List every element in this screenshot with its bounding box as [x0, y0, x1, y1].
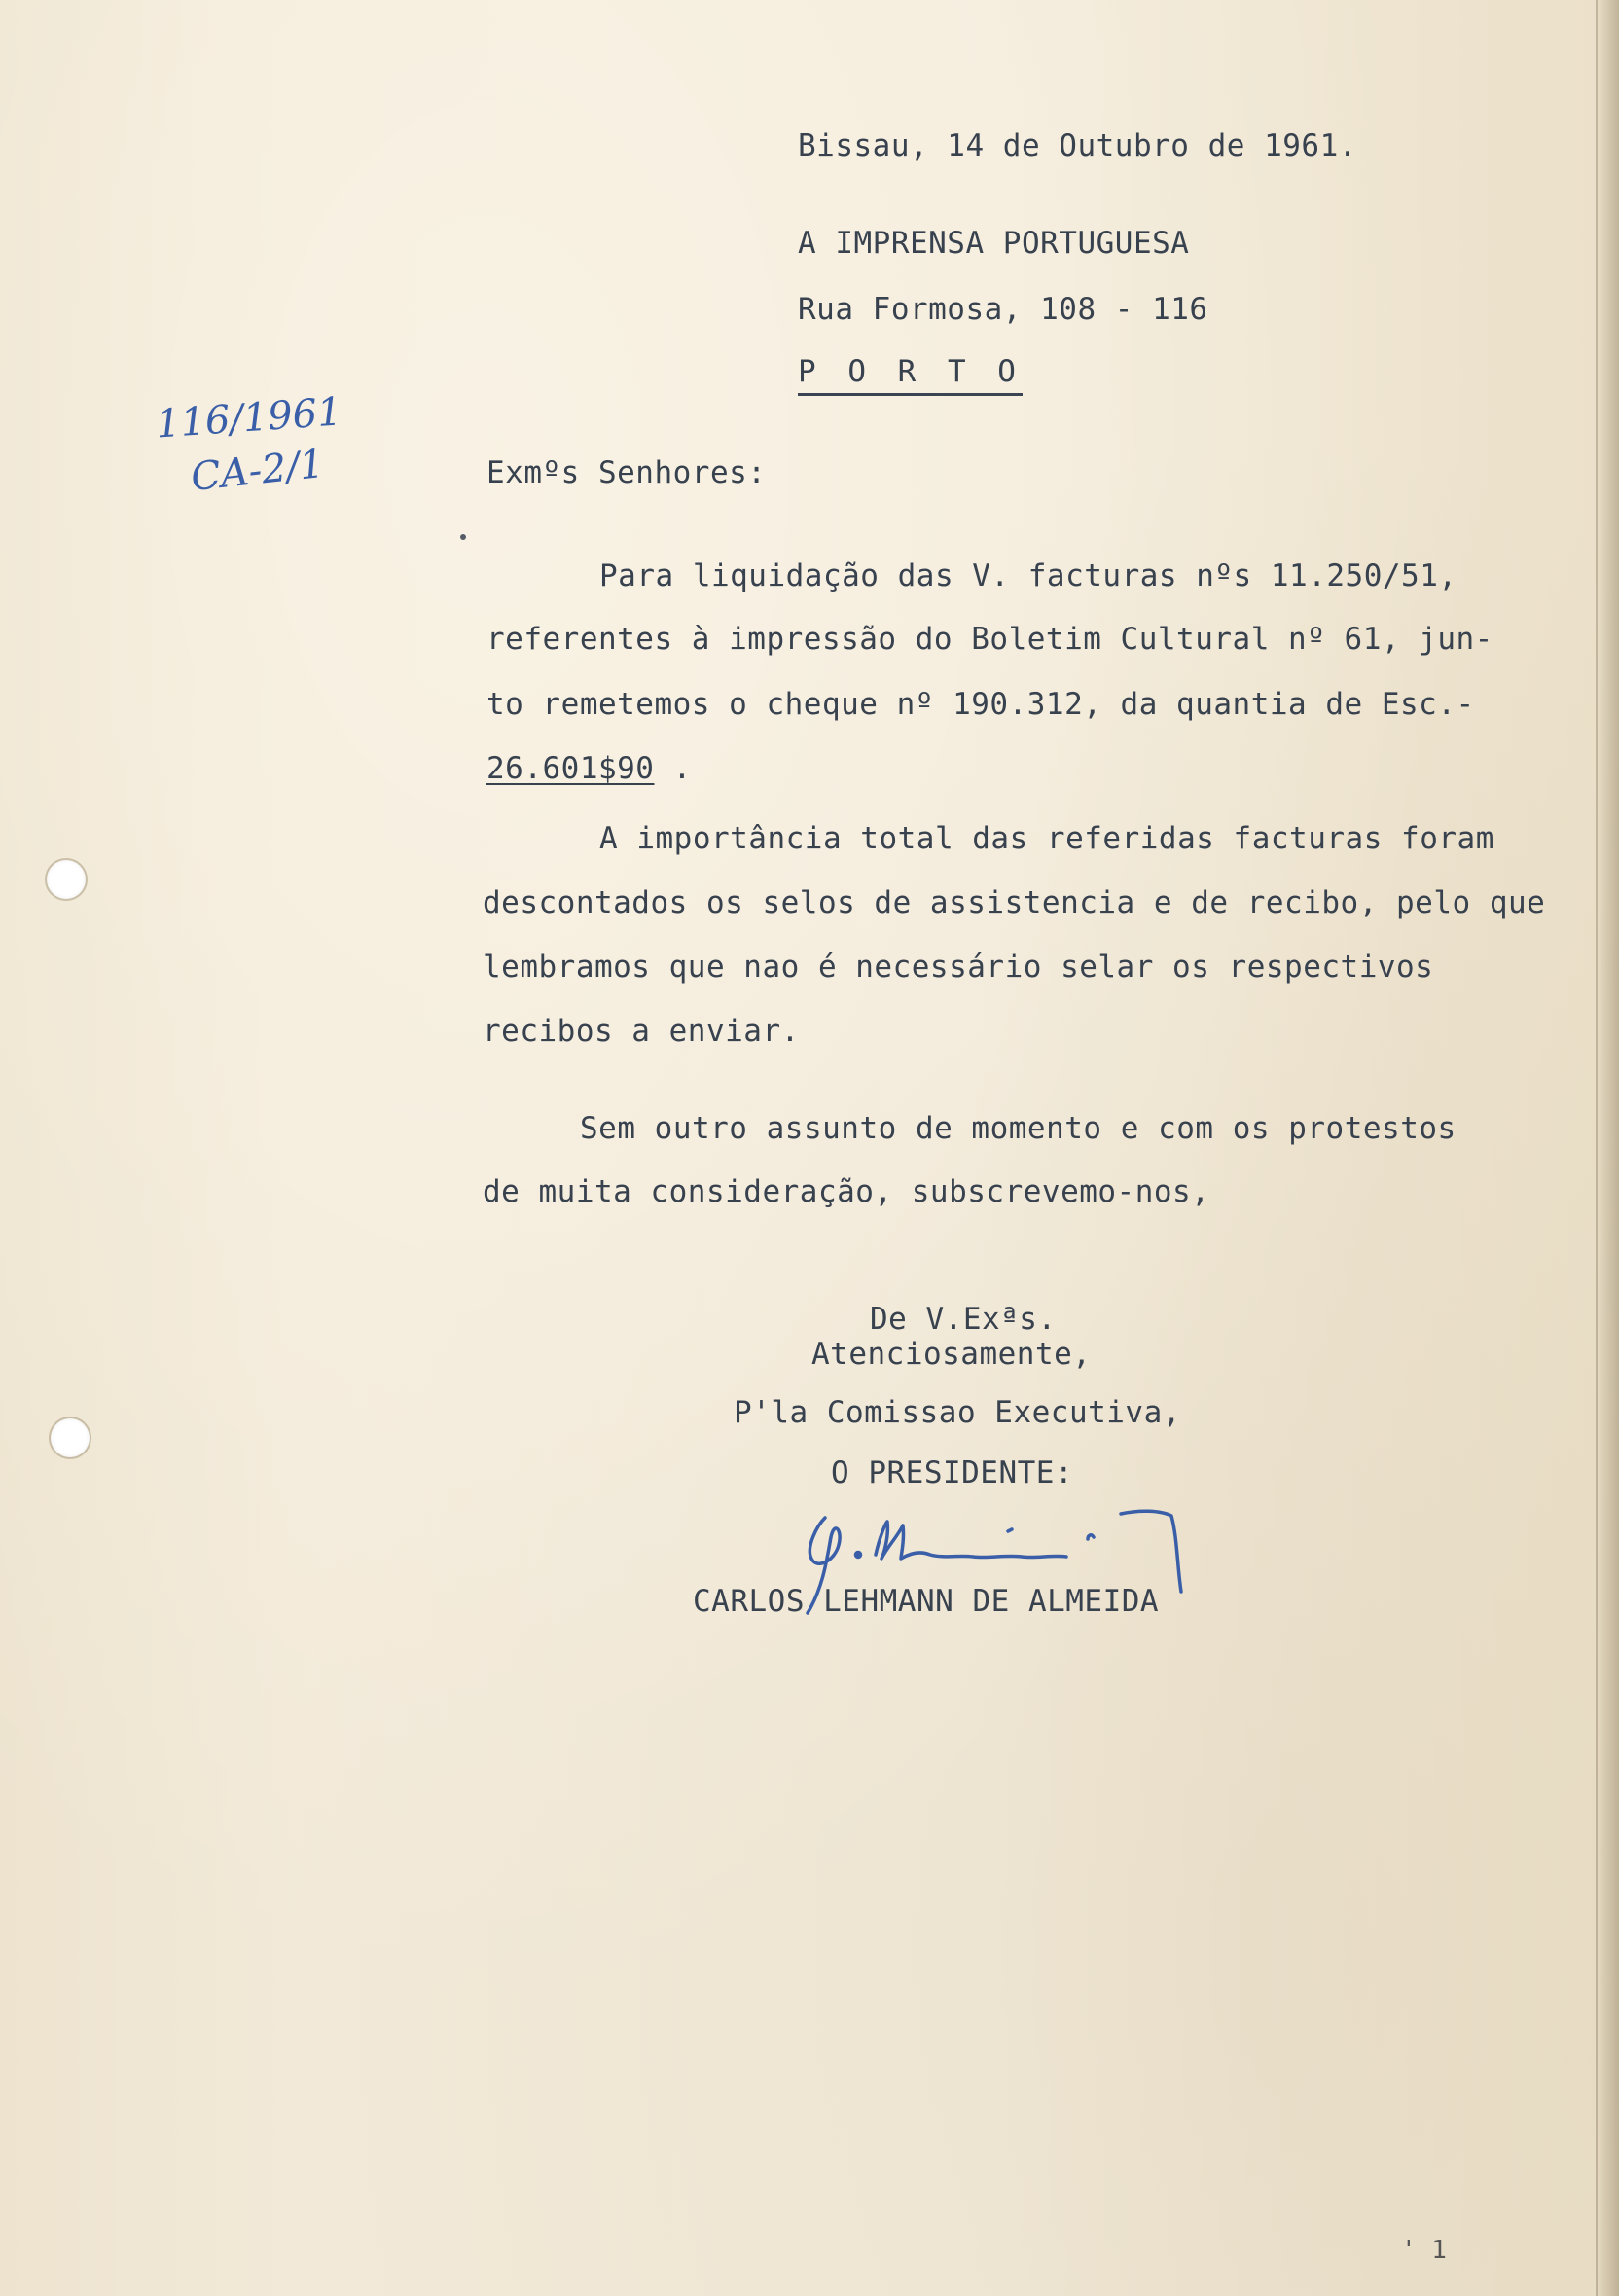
page-edge-line — [1596, 0, 1598, 2296]
body-line: recibos a enviar. — [483, 1014, 800, 1049]
ink-dot — [460, 534, 466, 540]
body-line: lembramos que nao é necessário selar os respectivos — [483, 950, 1434, 985]
recipient-street: Rua Formosa, 108 - 116 — [798, 292, 1208, 327]
amount-value: 26.601$90 — [486, 751, 655, 786]
letter-date: Bissau, 14 de Outubro de 1961. — [798, 128, 1357, 163]
closing-line: Atenciosamente, — [811, 1337, 1092, 1372]
closing-line: O PRESIDENTE: — [831, 1455, 1074, 1490]
cheque-amount — [486, 751, 692, 786]
punch-hole — [51, 1418, 90, 1457]
handwritten-reference-code: CA-2/1 — [188, 441, 327, 501]
body-line: descontados os selos de assistencia e de recibo, pelo que — [483, 885, 1546, 920]
body-line: A importância total das referidas facturas foram — [599, 821, 1494, 856]
body-line: de muita consideração, subscrevemo-nos, — [483, 1174, 1210, 1209]
amount-suffix: . — [654, 751, 692, 786]
salutation: Exmºs Senhores: — [486, 455, 767, 490]
closing-line: De V.Exªs. — [870, 1302, 1057, 1337]
page-mark: ' 1 — [1401, 2236, 1447, 2265]
page-edge-shadow — [1596, 0, 1619, 2296]
closing-line: P'la Comissao Executiva, — [734, 1395, 1181, 1430]
signatory-name: CARLOS LEHMANN DE ALMEIDA — [693, 1584, 1160, 1619]
handwritten-reference-number: 116/1961 — [154, 389, 343, 448]
body-line: Sem outro assunto de momento e com os protestos — [580, 1111, 1457, 1146]
recipient-city: P O R T O — [798, 354, 1023, 396]
punch-hole — [47, 860, 86, 899]
body-line: to remetemos o cheque nº 190.312, da quantia de Esc.- — [486, 687, 1475, 722]
recipient-name: A IMPRENSA PORTUGUESA — [798, 226, 1190, 261]
body-line: Para liquidação das V. facturas nºs 11.250/51, — [599, 558, 1457, 593]
body-line: referentes à impressão do Boletim Cultural nº 61, jun- — [486, 622, 1493, 657]
